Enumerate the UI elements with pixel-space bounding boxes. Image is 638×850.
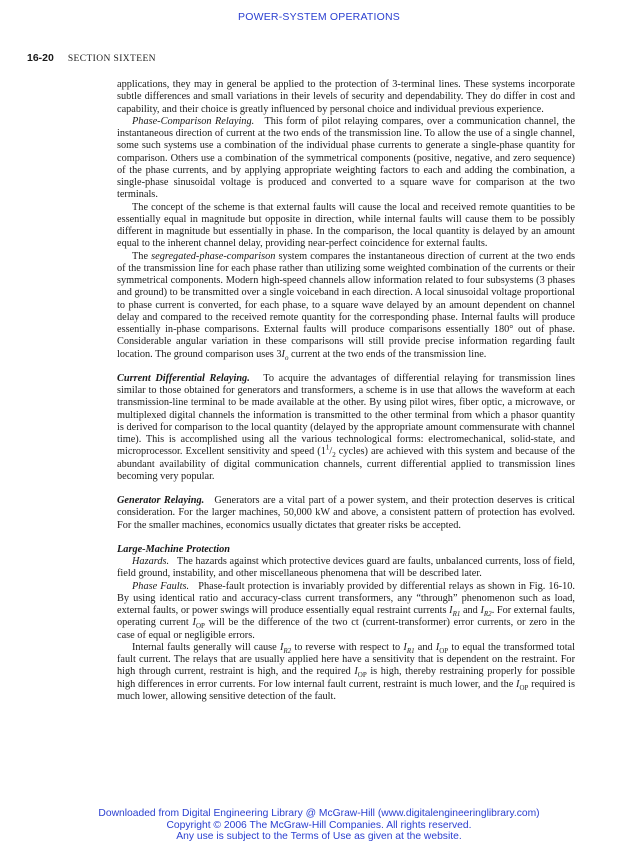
- paragraph: [117, 495, 575, 532]
- text: current at the two ends of the transmission line.: [291, 348, 487, 360]
- text: Phase-fault protection is invariably provided by differential relays as shown in Fig. 16-10. By using identical ratio and accuracy-class current transformers, any “through” phenomenon such as load, external faults, or power swings will produce essentially equal restraint currents: [117, 580, 575, 616]
- subscript: OP: [439, 646, 449, 655]
- paragraph: [117, 642, 575, 703]
- copyright-line: Copyright © 2006 The McGraw-Hill Companies. All rights reserved.: [166, 819, 472, 831]
- runin-heading: Hazards.: [132, 556, 170, 567]
- symbol: I: [449, 605, 453, 616]
- text: To acquire the advantages of differential relaying for transmission lines similar to those obtained for generators and transformers, a scheme is in use that allows the waveform at each transmission-line terminal to be made available at the other. By using pilot wires, fiber optic, a microwave, or multiplexed digital channels the information is transmitted to the other terminal from which a phasor quantity is derived for comparison to the local quantity (delayed by the appropriate amount commensurate with channel time). This is accomplished using all the various technological forms: electromechanical, solid-state, and microprocessor. Excellent sensitivity and speed (1: [117, 372, 575, 458]
- body-text: [117, 79, 575, 703]
- paragraph: [117, 79, 575, 116]
- symbol: I: [192, 617, 196, 629]
- subscript: R1: [452, 610, 461, 619]
- subscript: OP: [357, 671, 367, 680]
- top-banner: POWER-SYSTEM OPERATIONS: [238, 11, 400, 23]
- text: and: [462, 605, 478, 616]
- text: to reverse with respect to: [294, 641, 401, 653]
- subscript: o: [284, 353, 289, 362]
- download-notice-line[interactable]: Downloaded from Digital Engineering Library @ McGraw-Hill (www.digitalengineeringlibrary.com): [98, 808, 540, 819]
- section-title: SECTION SIXTEEN: [67, 54, 156, 64]
- text: Internal faults generally will cause: [132, 641, 277, 653]
- subscript: R2: [283, 646, 292, 655]
- subscript: R2: [483, 610, 492, 619]
- runin-heading: Current Differential Relaying.: [117, 372, 250, 384]
- text: will be the difference of the two ct (current-transformer) error currents, or zero in the case of equal or negligible errors.: [117, 617, 576, 641]
- page-number: 16-20: [27, 52, 54, 64]
- symbol: I: [279, 641, 284, 653]
- symbol: I: [480, 605, 484, 616]
- download-notice: [0, 808, 638, 843]
- runin-heading: Generator Relaying.: [117, 495, 205, 506]
- italic-term: segregated-phase-comparison: [151, 250, 276, 262]
- text: . For external faults, operating current: [117, 605, 576, 629]
- paragraph: [117, 116, 575, 202]
- text: system compares the instantaneous direction of current at the two ends of the transmission line for each phase rather than utilizing some weighted combination of the currents or their symmetrical components. Modern high-speed channels allow information related to four subsystems (3 phases and ground) to be transmitted over a single voiceband in each direction. A local sinusoidal voltage proportional to phase current is converted, for each phase, to a square wave delayed by an amount dependent on channel delay and compared to the received remote quantity for the corresponding phase. Internal faults will produce essentially in-phase comparisons. External faults will produce comparisons essentially 180° out of phase. Considerable angular variation in these comparisons will still provide precise information regarding fault location. The ground comparison uses 3: [117, 250, 575, 360]
- text: The: [132, 250, 149, 262]
- symbol: I: [516, 678, 520, 690]
- fraction-num: 1: [325, 443, 330, 452]
- symbol: I: [281, 348, 285, 360]
- text: This form of pilot relaying compares, over a communication channel, the instantaneous direction of current at the two ends of the transmission line. To allow the use of a single channel, some such systems use a combination of the individual phase currents to generate a single-phase quantity for comparison. Others use a combination of the symmetrical components (positive, negative, and zero sequence) of the phase currents, and by applying appropriate weighting factors to each and adding the combination, a single-phase sinusoidal voltage is produced and converted to a square wave for comparison at the two terminals.: [117, 115, 576, 201]
- paragraph: [117, 556, 575, 581]
- text: is high, thereby restraining properly for possible high differences in error currents. For low internal fault current, restraint is much lower, and the: [117, 666, 575, 690]
- paragraph: [117, 581, 575, 642]
- symbol: I: [354, 666, 358, 678]
- symbol: I: [435, 641, 440, 653]
- text: The hazards against which protective devices guard are faults, unbalanced currents, loss of field, field ground, instability, and other miscellaneous phenomena that will be described later.: [117, 556, 575, 580]
- paragraph: Current Differential Relaying. To acquire the advantages of differential relaying for transmission lines similar to those obtained for generators and transformers, a scheme is in use that allows the waveform at each transmission-line terminal to be made available at the other. By using pilot wires, fiber optic, a microwave, or multiplexed digital channels the information is transmitted to the other terminal from which a phasor quantity is derived for comparison to the local quantity (delayed by the appropriate amount commensurate with channel time). This is accomplished using all the various technological forms: electromechanical, solid-state, and microprocessor. Excellent sensitivity and speed ($1^1/_2$ cycles) are achieved with this system and because of the abundant availability of digital communication channels, current differential applied to transmission lines becoming very popular.: [117, 372, 575, 482]
- runin-heading: Phase Faults.: [132, 580, 190, 592]
- text: The concept of the scheme is that external faults will cause the local and received remote quantities to be essentially equal in magnitude but opposite in direction, while internal faults will cause them to be possibly different in magnitude but essentially in phase. In the comparison, the local quantity is delayed by an amount equal to the inherent channel delay, providing near-perfect coincidence for external faults.: [117, 201, 575, 250]
- terms-line[interactable]: Any use is subject to the Terms of Use as given at the website.: [176, 831, 462, 842]
- subscript: R1: [406, 646, 415, 655]
- text: to equal the transformed total fault current. The relays that are usually applied here have a sensitivity that is dependent on the restraint. For high through current, restraint is high, and the required: [117, 641, 575, 678]
- text: required is much lower, allowing sensitive detection of the fault.: [117, 678, 576, 702]
- running-head: [27, 52, 156, 64]
- text: and: [417, 641, 433, 653]
- subscript: OP: [519, 683, 529, 692]
- paragraph: [117, 251, 575, 361]
- fraction-den: 2: [332, 451, 336, 460]
- text: applications, they may in general be applied to the protection of 3-terminal lines. These systems incorporate subtle differences and small variations in their levels of security and dependability. They do differ in cost and capability, and their choice is greatly influenced by personal choice and individual previous experience.: [117, 79, 575, 115]
- section-heading: Large-Machine Protection: [117, 543, 230, 555]
- text: cycles) are achieved with this system and because of the abundant availability of digital communication channels, current differential applied to transmission lines becoming very popular.: [117, 446, 575, 482]
- text: Generators are a vital part of a power system, and their protection deserves is critical consideration. For the larger machines, 50,000 kW and above, a consistent pattern of protection has evolved. For the smaller machines, economics usually dictates that greater risks be accepted.: [117, 495, 575, 531]
- symbol: I: [403, 641, 407, 653]
- paragraph: [117, 202, 575, 251]
- runin-heading: Phase-Comparison Relaying.: [132, 115, 255, 127]
- subscript: OP: [195, 622, 205, 631]
